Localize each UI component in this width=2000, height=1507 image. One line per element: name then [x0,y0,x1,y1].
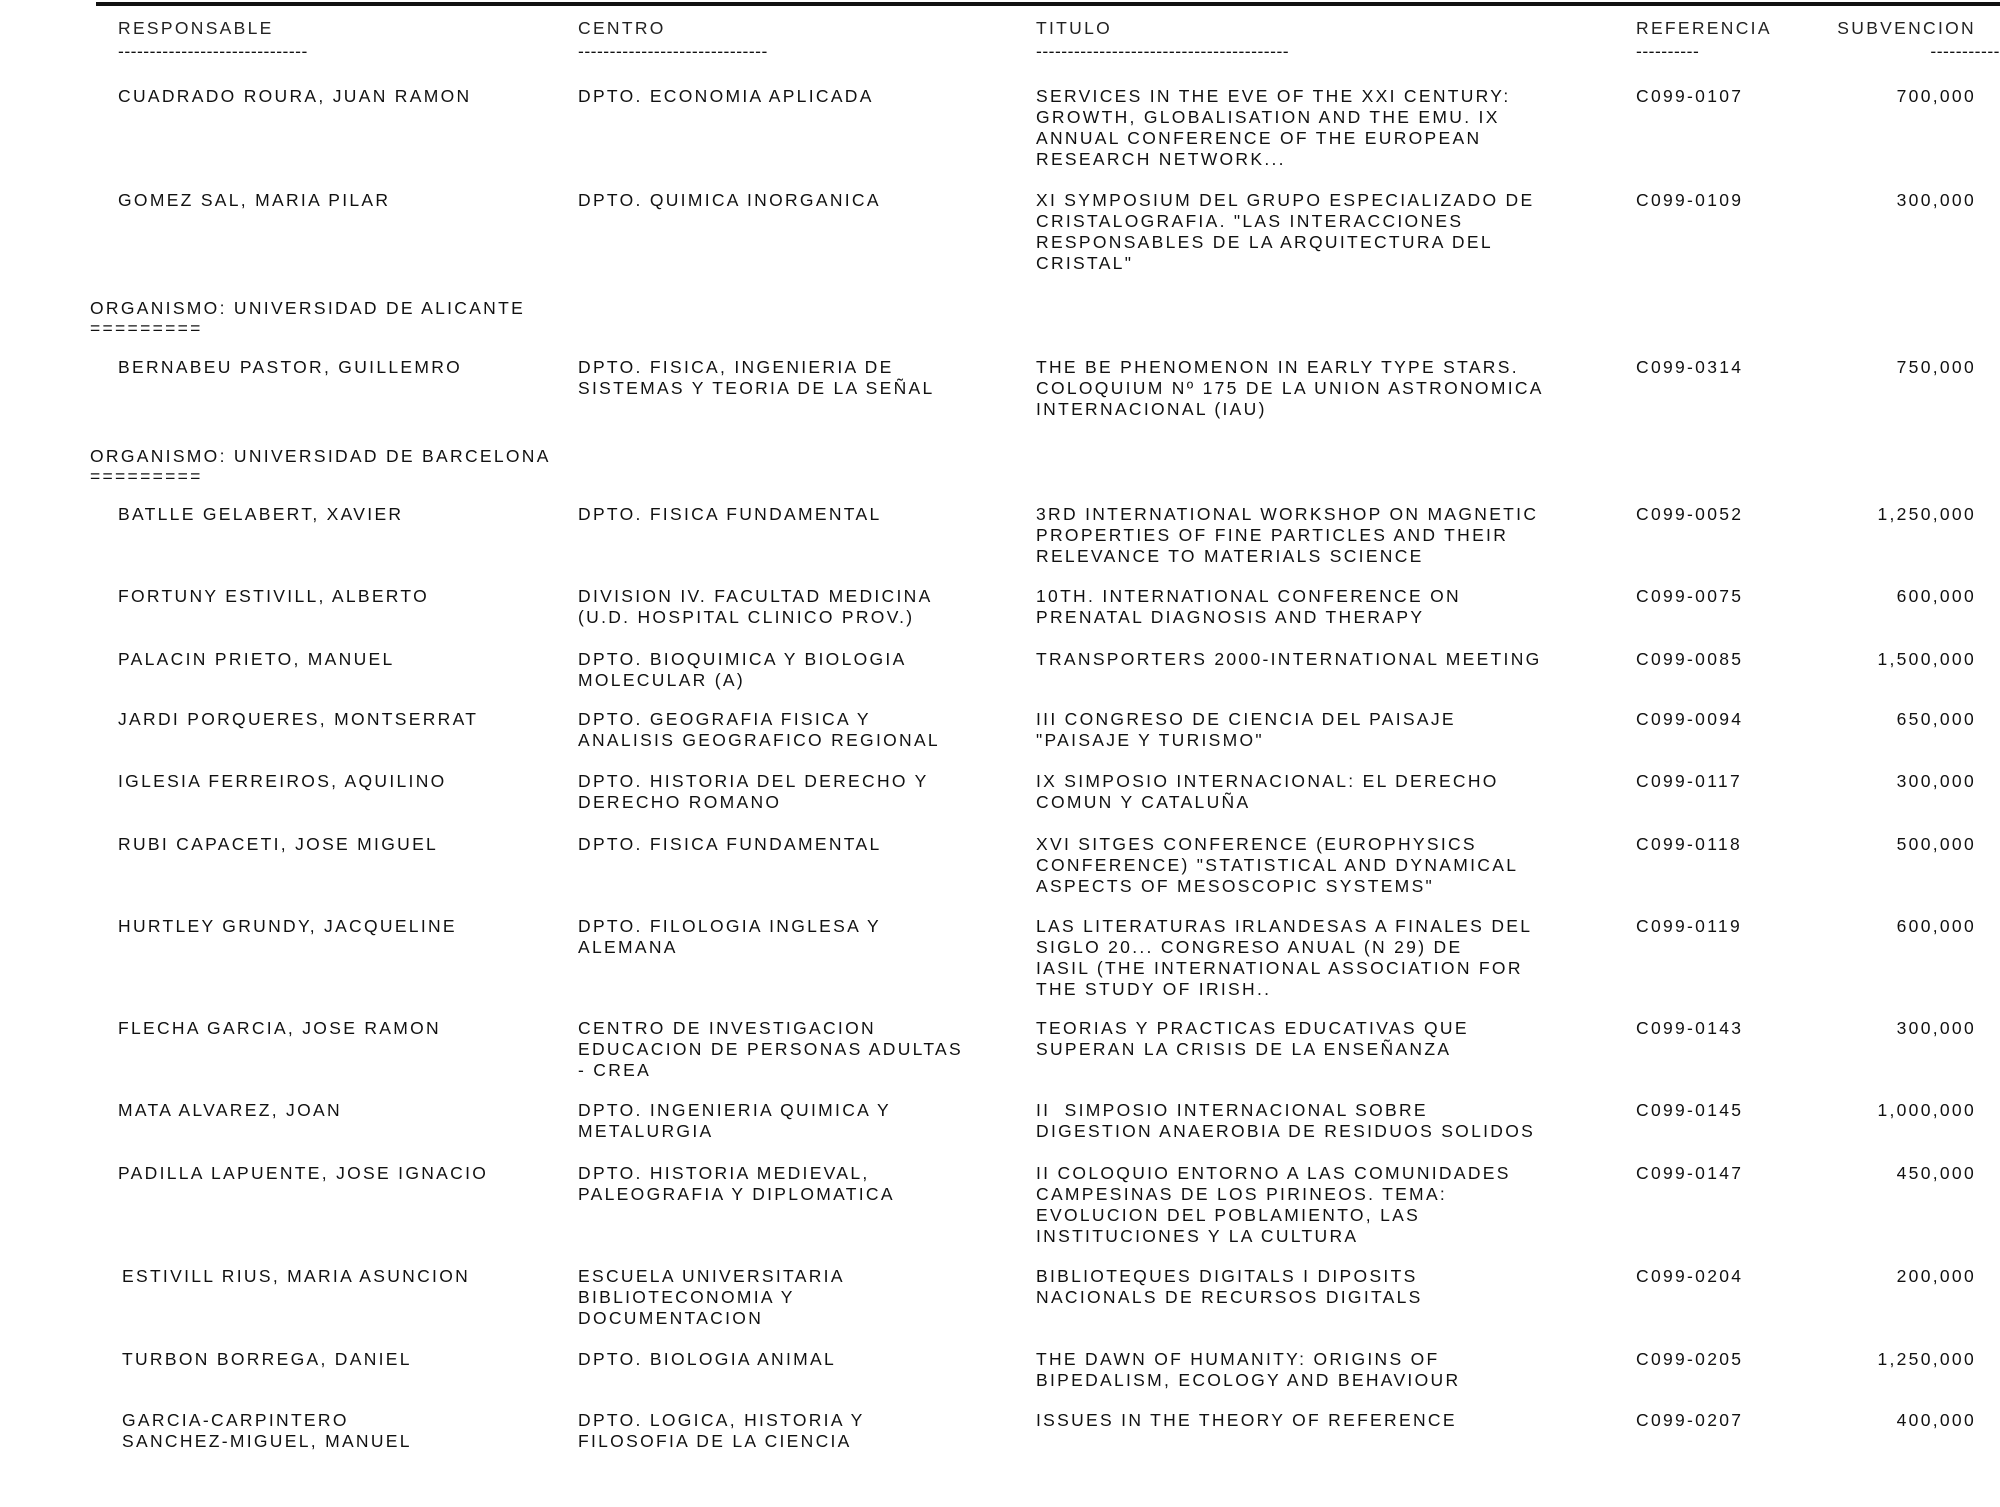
cell-subvencion: 400,000 [1896,1410,1976,1430]
cell-subvencion: 300,000 [1896,190,1976,210]
cell-responsable: BATLLE GELABERT, XAVIER [118,504,404,524]
cell-referencia: C099-0145 [1636,1100,1744,1120]
cell-titulo: TEORIAS Y PRACTICAS EDUCATIVAS QUE SUPERAN LA CRISIS DE LA ENSEÑANZA [1036,1018,1469,1059]
cell-referencia: C099-0075 [1636,586,1744,606]
cell-subvencion: 1,000,000 [1877,1100,1976,1120]
cell-titulo: IX SIMPOSIO INTERNACIONAL: EL DERECHO COMUN Y CATALUÑA [1036,771,1499,812]
cell-subvencion: 450,000 [1896,1163,1976,1183]
cell-subvencion: 1,250,000 [1877,504,1976,524]
cell-centro: DPTO. BIOQUIMICA Y BIOLOGIA MOLECULAR (A) [578,649,907,690]
cell-responsable: MATA ALVAREZ, JOAN [118,1100,342,1120]
cell-responsable: PADILLA LAPUENTE, JOSE IGNACIO [118,1163,489,1183]
cell-titulo: XVI SITGES CONFERENCE (EUROPHYSICS CONFERENCE) "STATISTICAL AND DYNAMICAL ASPECTS OF MESOSCOPIC SYSTEMS" [1036,834,1519,896]
cell-responsable: JARDI PORQUERES, MONTSERRAT [118,709,479,729]
column-header-subvencion: SUBVENCION [1837,18,1976,38]
cell-subvencion: 750,000 [1896,357,1976,377]
cell-subvencion: 300,000 [1896,771,1976,791]
cell-referencia: C099-0207 [1636,1410,1744,1430]
cell-subvencion: 650,000 [1896,709,1976,729]
top-rule [96,2,2000,6]
cell-referencia: C099-0118 [1636,834,1742,854]
cell-centro: DPTO. HISTORIA MEDIEVAL, PALEOGRAFIA Y DIPLOMATICA [578,1163,895,1204]
cell-titulo: II SIMPOSIO INTERNACIONAL SOBRE DIGESTION ANAEROBIA DE RESIDUOS SOLIDOS [1036,1100,1536,1141]
cell-titulo: BIBLIOTEQUES DIGITALS I DIPOSITS NACIONALS DE RECURSOS DIGITALS [1036,1266,1423,1307]
cell-centro: DPTO. FISICA FUNDAMENTAL [578,504,882,524]
cell-subvencion: 500,000 [1896,834,1976,854]
column-header-underline: ----------- [1930,41,2000,61]
cell-centro: CENTRO DE INVESTIGACION EDUCACION DE PERSONAS ADULTAS - CREA [578,1018,964,1080]
cell-referencia: C099-0094 [1636,709,1744,729]
cell-referencia: C099-0109 [1636,190,1744,210]
cell-responsable: BERNABEU PASTOR, GUILLEMRO [118,357,463,377]
cell-centro: DPTO. HISTORIA DEL DERECHO Y DERECHO ROMANO [578,771,929,812]
cell-referencia: C099-0117 [1636,771,1742,791]
column-header-referencia: REFERENCIA [1636,18,1772,38]
cell-centro: ESCUELA UNIVERSITARIA BIBLIOTECONOMIA Y DOCUMENTACION [578,1266,845,1328]
cell-referencia: C099-0052 [1636,504,1744,524]
cell-referencia: C099-0085 [1636,649,1744,669]
cell-subvencion: 700,000 [1896,86,1976,106]
cell-subvencion: 300,000 [1896,1018,1976,1038]
cell-titulo: ISSUES IN THE THEORY OF REFERENCE [1036,1410,1457,1430]
cell-titulo: THE BE PHENOMENON IN EARLY TYPE STARS. COLOQUIUM Nº 175 DE LA UNION ASTRONOMICA INTERNACIONAL (IAU) [1036,357,1544,419]
column-header-underline: ---------- [1636,41,1700,61]
column-header-centro: CENTRO [578,18,666,38]
organismo-underline: ========= [90,466,203,486]
cell-subvencion: 200,000 [1896,1266,1976,1286]
cell-centro: DPTO. FISICA, INGENIERIA DE SISTEMAS Y TEORIA DE LA SEÑAL [578,357,935,398]
column-header-underline: ---------------------------------------- [1036,41,1290,61]
organismo-underline: ========= [90,318,203,338]
cell-responsable: TURBON BORREGA, DANIEL [122,1349,412,1369]
cell-responsable: IGLESIA FERREIROS, AQUILINO [118,771,447,791]
cell-centro: DPTO. GEOGRAFIA FISICA Y ANALISIS GEOGRAFICO REGIONAL [578,709,940,750]
cell-titulo: 10TH. INTERNATIONAL CONFERENCE ON PRENATAL DIAGNOSIS AND THERAPY [1036,586,1461,627]
cell-responsable: FLECHA GARCIA, JOSE RAMON [118,1018,441,1038]
cell-subvencion: 1,250,000 [1877,1349,1976,1369]
organismo-heading: ORGANISMO: UNIVERSIDAD DE BARCELONA [90,446,551,466]
column-header-underline: ------------------------------ [578,41,768,61]
cell-referencia: C099-0314 [1636,357,1744,377]
cell-centro: DPTO. FISICA FUNDAMENTAL [578,834,882,854]
cell-referencia: C099-0204 [1636,1266,1744,1286]
cell-responsable: HURTLEY GRUNDY, JACQUELINE [118,916,457,936]
cell-titulo: 3RD INTERNATIONAL WORKSHOP ON MAGNETIC PROPERTIES OF FINE PARTICLES AND THEIR RELEVANCE TO MATERIALS SCIENCE [1036,504,1539,566]
cell-centro: DPTO. FILOLOGIA INGLESA Y ALEMANA [578,916,881,957]
cell-subvencion: 600,000 [1896,586,1976,606]
cell-centro: DPTO. LOGICA, HISTORIA Y FILOSOFIA DE LA CIENCIA [578,1410,865,1451]
cell-titulo: SERVICES IN THE EVE OF THE XXI CENTURY: GROWTH, GLOBALISATION AND THE EMU. IX ANNUAL CONFERENCE OF THE EUROPEAN RESEARCH NETWORK... [1036,86,1511,169]
cell-responsable: CUADRADO ROURA, JUAN RAMON [118,86,472,106]
cell-referencia: C099-0205 [1636,1349,1744,1369]
cell-centro: DIVISION IV. FACULTAD MEDICINA (U.D. HOSPITAL CLINICO PROV.) [578,586,933,627]
cell-subvencion: 600,000 [1896,916,1976,936]
cell-titulo: III CONGRESO DE CIENCIA DEL PAISAJE "PAISAJE Y TURISMO" [1036,709,1456,750]
cell-responsable: FORTUNY ESTIVILL, ALBERTO [118,586,430,606]
cell-centro: DPTO. BIOLOGIA ANIMAL [578,1349,837,1369]
cell-titulo: THE DAWN OF HUMANITY: ORIGINS OF BIPEDALISM, ECOLOGY AND BEHAVIOUR [1036,1349,1461,1390]
cell-referencia: C099-0143 [1636,1018,1744,1038]
cell-titulo: LAS LITERATURAS IRLANDESAS A FINALES DEL SIGLO 20... CONGRESO ANUAL (N 29) DE IASIL (THE INTERNATIONAL ASSOCIATION FOR THE STUDY OF IRISH.. [1036,916,1533,999]
cell-responsable: GOMEZ SAL, MARIA PILAR [118,190,391,210]
cell-responsable: PALACIN PRIETO, MANUEL [118,649,395,669]
column-header-titulo: TITULO [1036,18,1113,38]
column-header-underline: ------------------------------ [118,41,308,61]
cell-responsable: ESTIVILL RIUS, MARIA ASUNCION [122,1266,471,1286]
cell-centro: DPTO. INGENIERIA QUIMICA Y METALURGIA [578,1100,891,1141]
organismo-heading: ORGANISMO: UNIVERSIDAD DE ALICANTE [90,298,526,318]
cell-titulo: TRANSPORTERS 2000-INTERNATIONAL MEETING [1036,649,1542,669]
cell-referencia: C099-0107 [1636,86,1744,106]
cell-responsable: GARCIA-CARPINTERO SANCHEZ-MIGUEL, MANUEL [122,1410,412,1451]
cell-responsable: RUBI CAPACETI, JOSE MIGUEL [118,834,439,854]
cell-referencia: C099-0119 [1636,916,1742,936]
column-header-responsable: RESPONSABLE [118,18,274,38]
cell-centro: DPTO. ECONOMIA APLICADA [578,86,874,106]
cell-referencia: C099-0147 [1636,1163,1744,1183]
cell-titulo: II COLOQUIO ENTORNO A LAS COMUNIDADES CAMPESINAS DE LOS PIRINEOS. TEMA: EVOLUCION DEL POBLAMIENTO, LAS INSTITUCIONES Y LA CULTURA [1036,1163,1511,1246]
cell-titulo: XI SYMPOSIUM DEL GRUPO ESPECIALIZADO DE CRISTALOGRAFIA. "LAS INTERACCIONES RESPONSABLES DE LA ARQUITECTURA DEL CRISTAL" [1036,190,1535,273]
cell-subvencion: 1,500,000 [1877,649,1976,669]
cell-centro: DPTO. QUIMICA INORGANICA [578,190,881,210]
